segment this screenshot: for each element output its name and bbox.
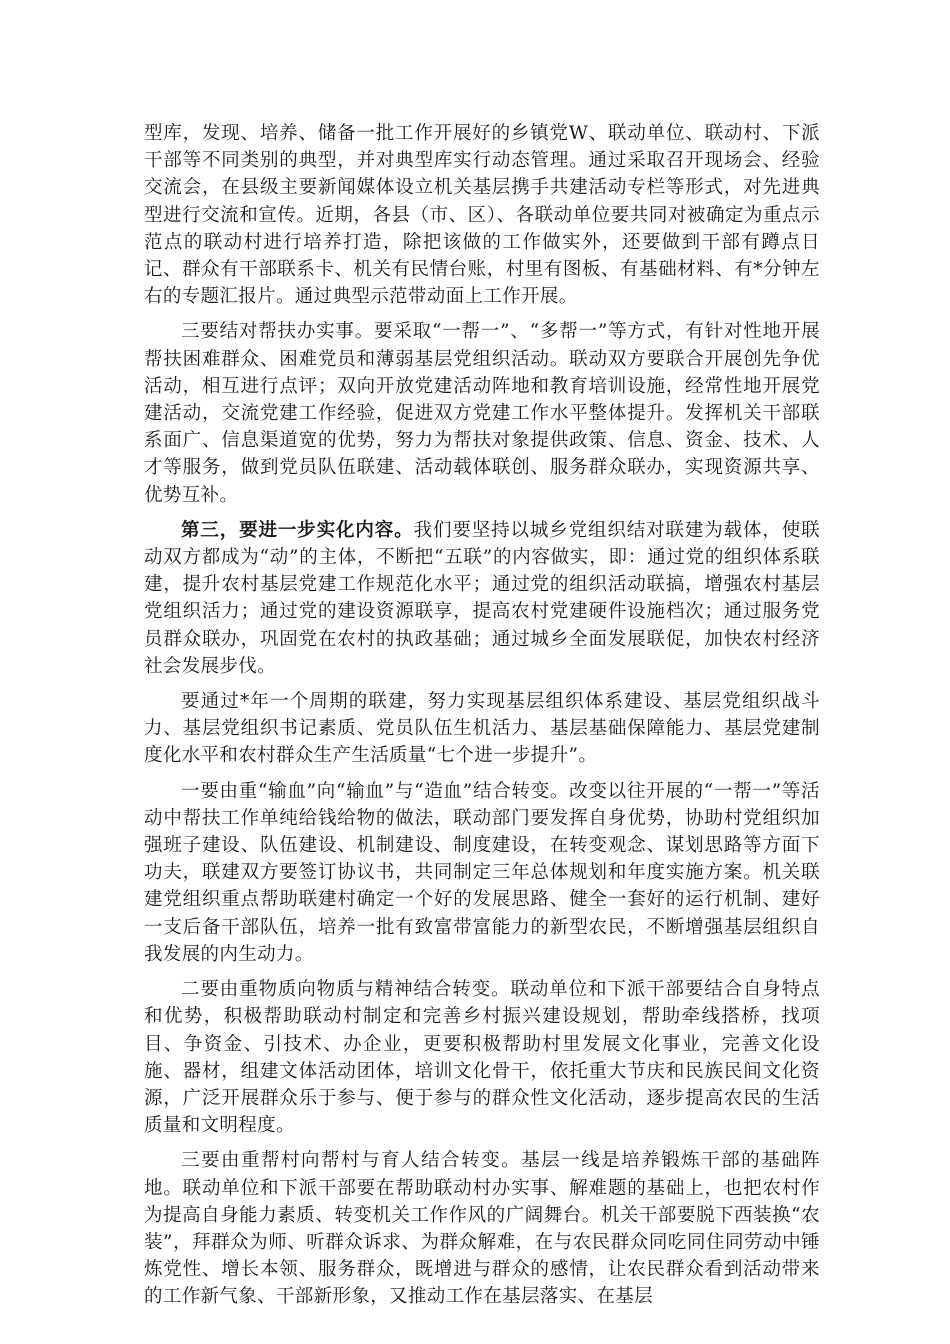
paragraph-text: 三要由重帮村向帮村与育人结合转变。基层一线是培养锻炼干部的基础阵地。联动单位和下派干部要在帮助联动村办实事、解难题的基础上，也把农村作为提高自身能力素质、转变机关工作作风的广阔舞台。机关干部要脱下西装换“农装”，拜群众为师、听群众诉求、为群众解难，在与农民群众同吃同住同劳动中锤炼党性、增长本领、服务群众，既增进与群众的感情，让农民群众看到活动带来的工作新气象、干部新形象，又推动工作在基层落实、在基层 <box>144 1150 820 1308</box>
paragraph-blood-transfusion <box>144 778 820 968</box>
paragraph-village-cultivation <box>144 1147 820 1310</box>
paragraph-text: 型库，发现、培养、储备一批工作开展好的乡镇党W、联动单位、联动村、下派干部等不同类别的典型，并对典型库实行动态管理。通过采取召开现场会、经验交流会，在县级主要新闻媒体设立机关基层携手共建活动专栏等形式，对先进典型进行交流和宣传。近期，各县（市、区）、各联动单位要共同对被确定为重点示范点的联动村进行培养打造，除把该做的工作做实外，还要做到干部有蹲点日记、群众有干部联系卡、机关有民情台账，村里有图板、有基础材料、有*分钟左右的专题汇报片。通过典型示范带动面上工作开展。 <box>144 123 820 308</box>
paragraph-material-spiritual <box>144 976 820 1139</box>
paragraph-typical-library <box>144 120 820 310</box>
paragraph-text: 一要由重“输血”向“输血”与“造血”结合转变。改变以往开展的“一帮一”等活动中帮扶工作单纯给钱给物的做法，联动部门要发挥自身优势，协助村党组织加强班子建设、队伍建设、机制建设、制度建设，在转变观念、谋划思路等方面下功夫，联建双方要签订协议书，共同制定三年总体规划和年度实施方案。机关联建党组织重点帮助联建村确定一个好的发展思路、健全一套好的运行机制、建好一支后备干部队伍，培养一批有致富带富能力的新型农民，不断增强基层组织自我发展的内生动力。 <box>144 780 820 965</box>
paragraph-text: 我们要坚持以城乡党组织结对联建为载体，使联动双方都成为“动”的主体，不断把“五联”的内容做实，即：通过党的组织体系联建，提升农村基层党建工作规范化水平；通过党的组织活动联搞，增强农村基层党组织活力；通过党的建设资源联享，提高农村党建硬件设施档次；通过服务党员群众联办，巩固党在农村的执政基础；通过城乡全面发展联促，加快农村经济社会发展步伐。 <box>144 519 821 677</box>
paragraph-text: 二要由重物质向物质与精神结合转变。联动单位和下派干部要结合自身特点和优势，积极帮助联动村制定和完善乡村振兴建设规划，帮助牵线搭桥，找项目、争资金、引技术、办企业，更要积极帮助村里发展文化事业，完善文化设施、器材，组建文体活动团体，培训文化骨干，依托重大节庆和民族民间文化资源，广泛开展群众乐于参与、便于参与的群众性文化活动，逐步提高农民的生活质量和文明程度。 <box>144 979 820 1137</box>
paragraph-lead-heading: 第三，要进一步实化内容。 <box>181 519 414 541</box>
paragraph-seven-improvements <box>144 688 820 770</box>
document-page <box>144 120 820 1319</box>
paragraph-text: 要通过*年一个周期的联建，努力实现基层组织体系建设、基层党组织战斗力、基层党组织书记素质、党员队伍生机活力、基层基础保障能力、基层党建制度化水平和农村群众生产生活质量“七个进一步提升”。 <box>144 691 820 767</box>
paragraph-third-point <box>144 517 820 680</box>
paragraph-text: 三要结对帮扶办实事。要采取“一帮一”、“多帮一”等方式，有针对性地开展帮扶困难群众、困难党员和薄弱基层党组织活动。联动双方要联合开展创先争优活动，相互进行点评；双向开放党建活动阵地和教育培训设施，经常性地开展党建活动，交流党建工作经验，促进双方党建工作水平整体提升。发挥机关干部联系面广、信息渠道宽的优势，努力为帮扶对象提供政策、信息、资金、技术、人才等服务，做到党员队伍联建、活动载体联创、服务群众联办，实现资源共享、优势互补。 <box>144 321 820 506</box>
paragraph-paired-assistance <box>144 318 820 508</box>
